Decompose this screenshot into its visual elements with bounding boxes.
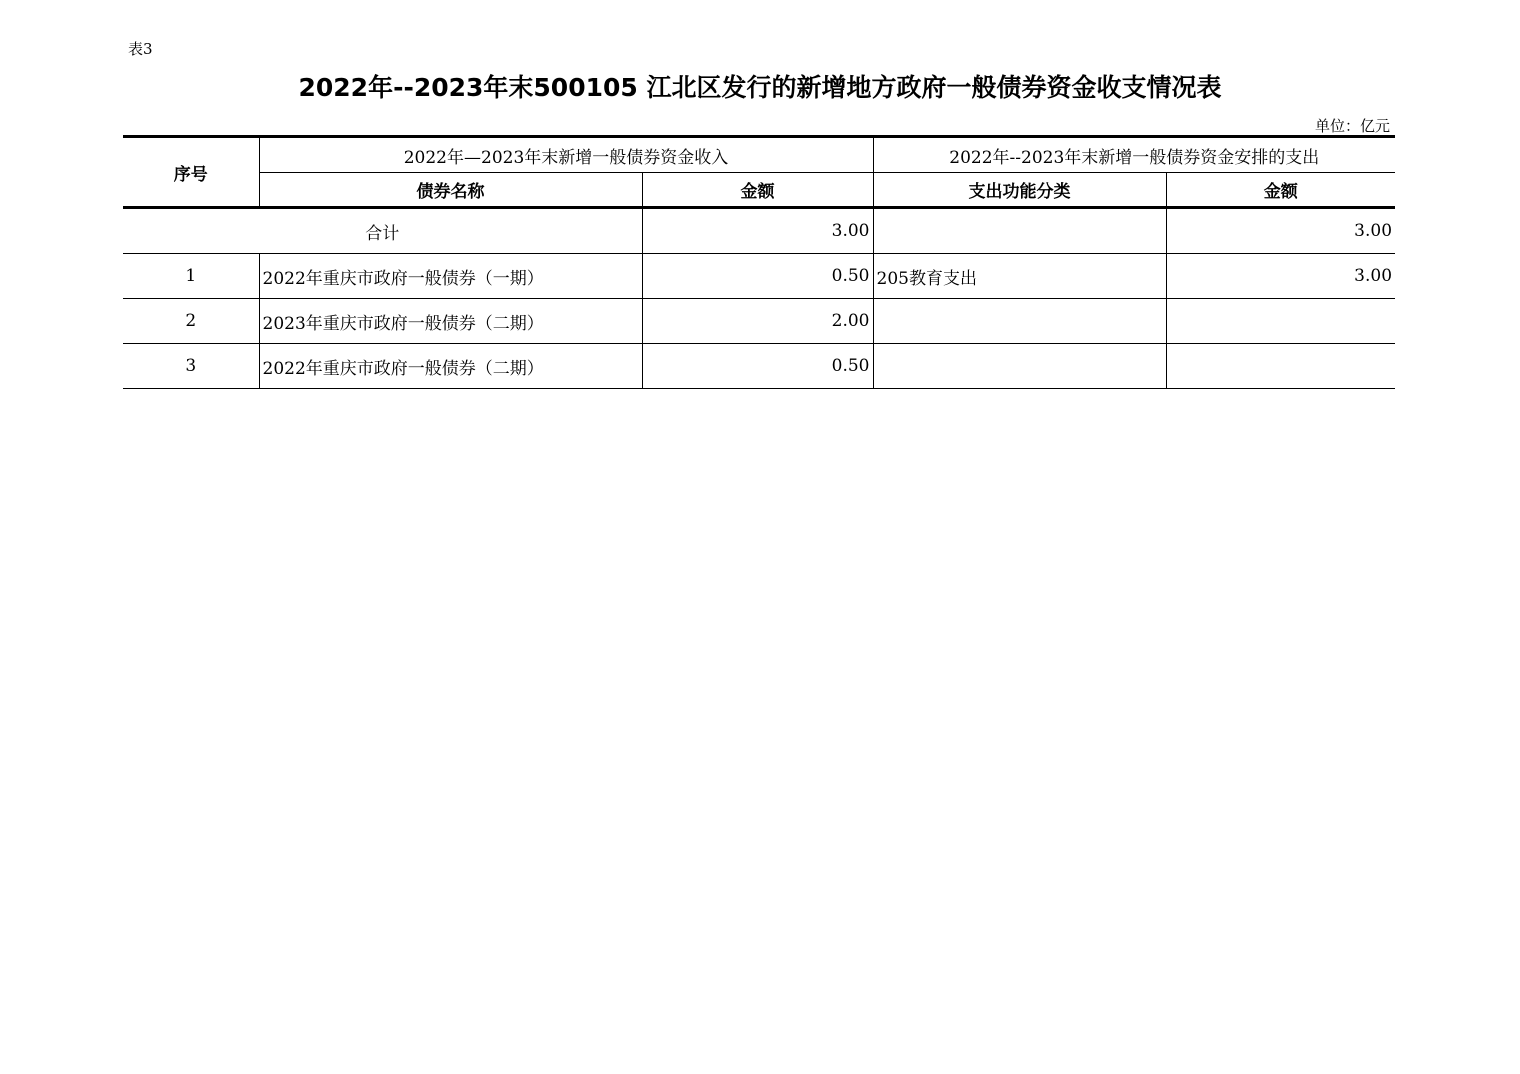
bond-fund-table <box>123 135 1395 389</box>
row-function-class: 205教育支出 <box>873 254 1166 299</box>
total-income-amount: 3.00 <box>642 208 873 254</box>
row-seq: 2 <box>123 299 259 344</box>
table-label: 表3 <box>128 40 153 58</box>
total-label: 合计 <box>123 208 642 254</box>
row-income-amount: 2.00 <box>642 299 873 344</box>
table-row <box>123 299 1395 344</box>
total-expense-amount: 3.00 <box>1166 208 1395 254</box>
header-expense-group: 2022年--2023年末新增一般债券资金安排的支出 <box>873 137 1395 173</box>
row-expense-amount: 3.00 <box>1166 254 1395 299</box>
row-income-amount: 0.50 <box>642 344 873 389</box>
header-bond-name: 债券名称 <box>259 173 642 208</box>
header-row-group <box>123 137 1395 173</box>
header-row-columns <box>123 173 1395 208</box>
row-function-class <box>873 299 1166 344</box>
row-function-class <box>873 344 1166 389</box>
row-bond-name: 2023年重庆市政府一般债券（二期） <box>259 299 642 344</box>
table-row <box>123 344 1395 389</box>
row-expense-amount <box>1166 344 1395 389</box>
header-seq: 序号 <box>123 137 259 208</box>
unit-label: 单位：亿元 <box>1314 117 1390 135</box>
header-income-amount: 金额 <box>642 173 873 208</box>
row-income-amount: 0.50 <box>642 254 873 299</box>
row-bond-name: 2022年重庆市政府一般债券（一期） <box>259 254 642 299</box>
row-bond-name: 2022年重庆市政府一般债券（二期） <box>259 344 642 389</box>
header-income-group: 2022年—2023年末新增一般债券资金收入 <box>259 137 873 173</box>
header-expense-amount: 金额 <box>1166 173 1395 208</box>
header-function-class: 支出功能分类 <box>873 173 1166 208</box>
row-expense-amount <box>1166 299 1395 344</box>
table-row <box>123 254 1395 299</box>
total-row <box>123 208 1395 254</box>
total-function-class <box>873 208 1166 254</box>
document-title: 2022年--2023年末500105 江北区发行的新增地方政府一般债券资金收支情况表 <box>298 73 1222 102</box>
row-seq: 3 <box>123 344 259 389</box>
row-seq: 1 <box>123 254 259 299</box>
